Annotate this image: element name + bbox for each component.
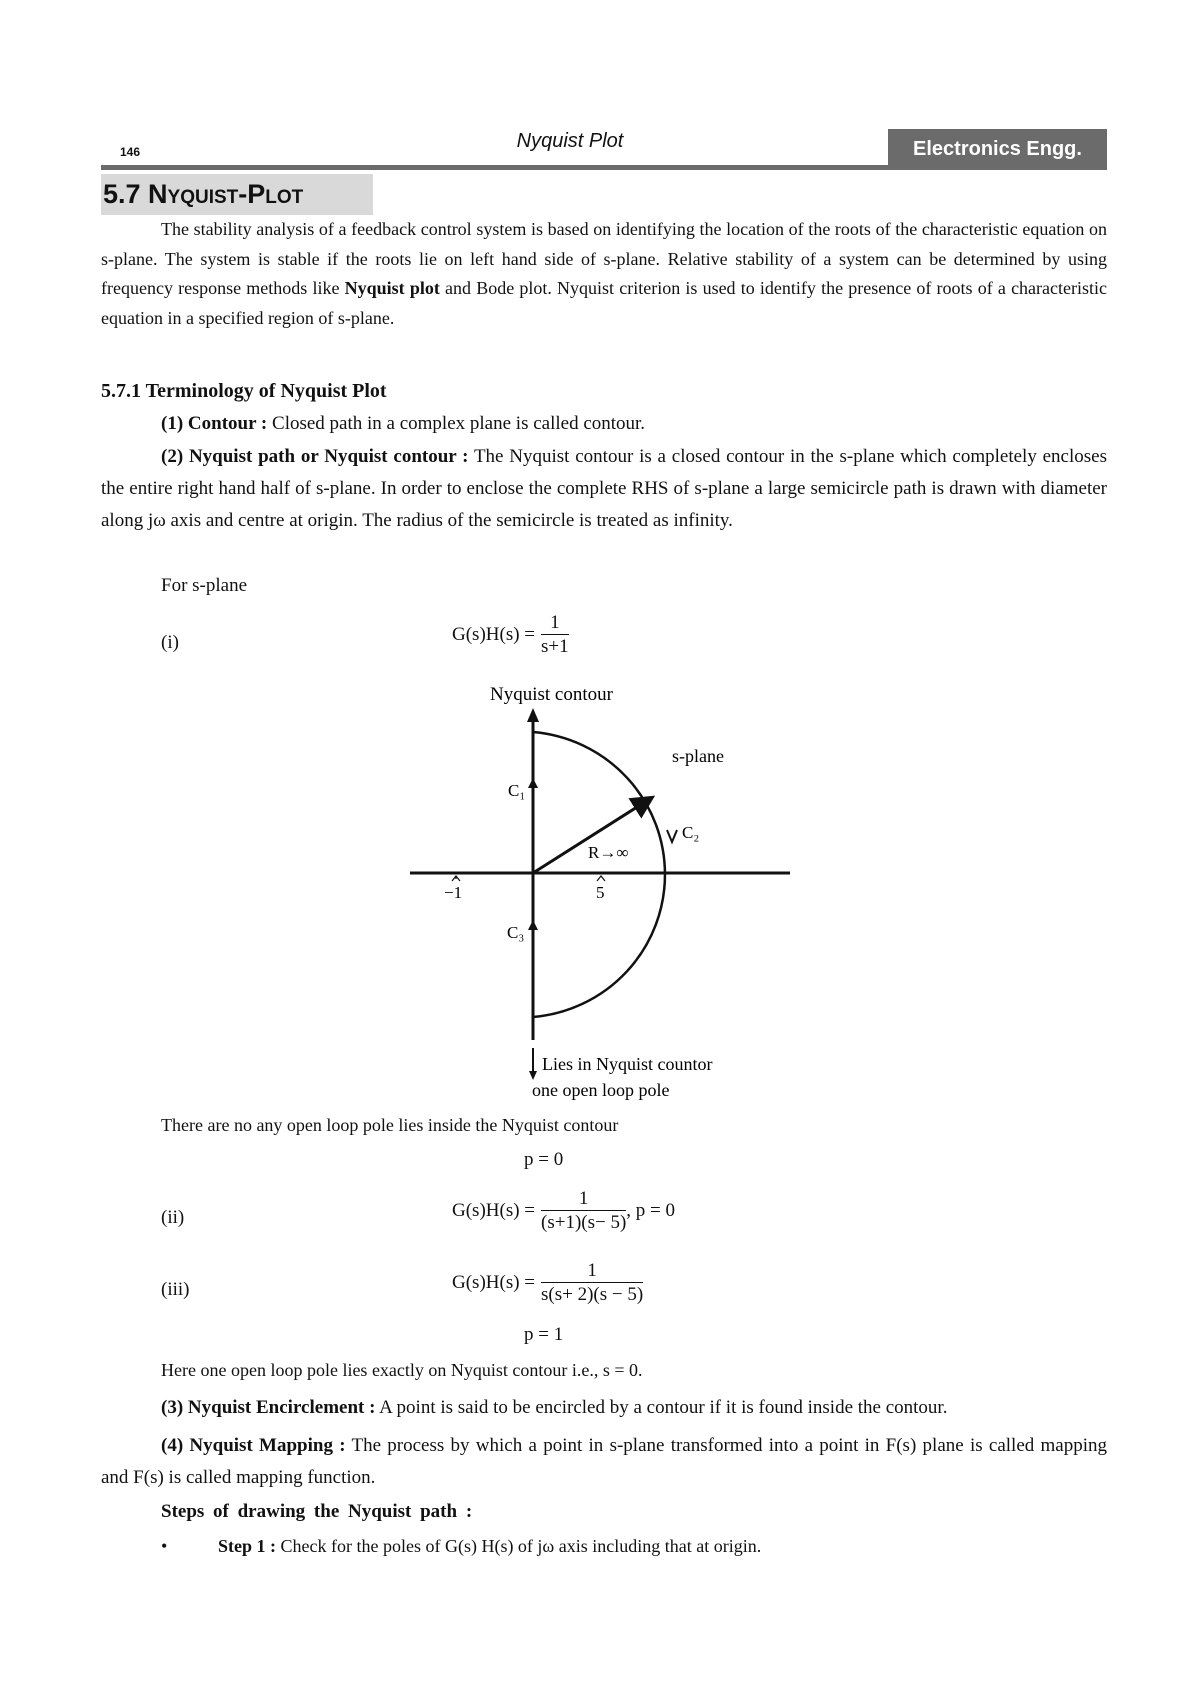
c3-label: C₃ <box>507 923 525 942</box>
example-ii-index: (ii) <box>161 1207 185 1228</box>
p-equals-0: p = 0 <box>524 1149 564 1170</box>
term-text: A point is said to be encircled by a contour if it is found inside the contour. <box>375 1397 948 1418</box>
intro-text: The stability analysis of a feedback control system is based on identifying the location of the roots of the characteristic equation on s-plane. The system is stable if the roots lie on left hand side of s-plane. Relative stability of a system can be determined by using frequency response methods like <box>101 219 1107 298</box>
term-nyquist-path <box>101 441 1107 537</box>
eq-suffix: , p = 0 <box>626 1199 676 1221</box>
radius-arrow <box>533 802 645 873</box>
example-iii-equation <box>452 1260 643 1307</box>
term-text: Closed path in a complex plane is called contour. <box>267 413 646 434</box>
radius-label: R→∞ <box>588 843 629 862</box>
diagram-title: Nyquist contour <box>490 684 613 705</box>
term-label: (2) Nyquist path or Nyquist contour : <box>161 446 469 467</box>
intro-bold: Nyquist plot <box>344 278 440 298</box>
step-label: Step 1 : <box>218 1536 276 1556</box>
tick-neg-1: −1 <box>444 883 463 902</box>
example-i-equation <box>452 612 569 659</box>
fraction <box>541 1188 626 1235</box>
axis-arrow-icon <box>527 708 539 722</box>
for-splane: For s-plane <box>161 575 248 596</box>
subject-badge: Electronics Engg. <box>888 129 1107 169</box>
note-line-1: Lies in Nyquist countor <box>542 1054 713 1074</box>
tick-marker-icon <box>452 876 460 881</box>
denominator: s(s+ 2)(s − 5) <box>541 1284 644 1305</box>
term-text: The process by which a point in s-plane transformed into a point in F(s) plane is called mapping and F(s) is called mapping function. <box>101 1435 1108 1488</box>
example-i-index: (i) <box>161 632 179 653</box>
step-1 <box>161 1531 1167 1561</box>
term-label: (1) Contour : <box>161 413 268 434</box>
intro-text-2: and Bode plot. Nyquist criterion is used to identify the presence of roots of a characteristic equation in a specified region of s-plane. <box>101 278 1107 328</box>
p-equals-1: p = 1 <box>524 1324 564 1345</box>
example-ii-equation <box>452 1188 675 1235</box>
term-label: (3) Nyquist Encirclement : <box>161 1397 376 1418</box>
running-title: Nyquist Plot <box>516 130 624 152</box>
subsection-title: 5.7.1 Terminology of Nyquist Plot <box>101 380 387 402</box>
intro-paragraph <box>101 215 1107 333</box>
nyquist-contour-diagram <box>400 680 820 1120</box>
numerator: 1 <box>541 1260 643 1283</box>
pole-on-contour-text: Here one open loop pole lies exactly on Nyquist contour i.e., s = 0. <box>161 1360 643 1380</box>
fraction <box>541 612 569 659</box>
denominator: s+1 <box>541 636 569 657</box>
section-title: 5.7 Nyquist-Plot <box>101 174 373 215</box>
splane-label: s-plane <box>672 746 724 766</box>
header-rule <box>101 165 1107 170</box>
numerator: 1 <box>541 1188 626 1211</box>
term-text: The Nyquist contour is a closed contour in the s-plane which completely encloses the entire right hand half of s-plane. In order to enclose the complete RHS of s-plane a large semicircle path is drawn with diameter along jω axis and centre at origin. The radius of the semicircle is treated as infinity. <box>101 446 1107 531</box>
fraction <box>541 1260 643 1307</box>
tick-marker-icon <box>597 876 605 881</box>
step-text: Check for the poles of G(s) H(s) of jω axis including that at origin. <box>276 1536 762 1556</box>
page-number: 146 <box>120 145 141 159</box>
c2-label: C₂ <box>682 823 700 842</box>
tick-5: 5 <box>596 883 605 902</box>
note-line-2: one open loop pole <box>532 1080 670 1100</box>
no-pole-text: There are no any open loop pole lies inside the Nyquist contour <box>161 1115 619 1135</box>
c1-label: C₁ <box>508 781 526 800</box>
direction-arrow-icon <box>667 830 677 842</box>
term-label: (4) Nyquist Mapping : <box>161 1435 346 1456</box>
numerator: 1 <box>541 612 569 635</box>
bullet: • <box>161 1536 168 1556</box>
eq-lhs: G(s)H(s) = <box>452 1271 536 1293</box>
down-arrow-icon <box>529 1071 537 1080</box>
example-iii-index: (iii) <box>161 1279 190 1300</box>
steps-title: Steps of drawing the Nyquist path : <box>161 1501 473 1522</box>
eq-lhs: G(s)H(s) = <box>452 1199 536 1221</box>
eq-lhs: G(s)H(s) = <box>452 623 536 645</box>
denominator: (s+1)(s− 5) <box>541 1212 627 1233</box>
term-mapping <box>101 1430 1107 1494</box>
term-encirclement <box>101 1393 1107 1423</box>
term-contour <box>101 409 1107 439</box>
